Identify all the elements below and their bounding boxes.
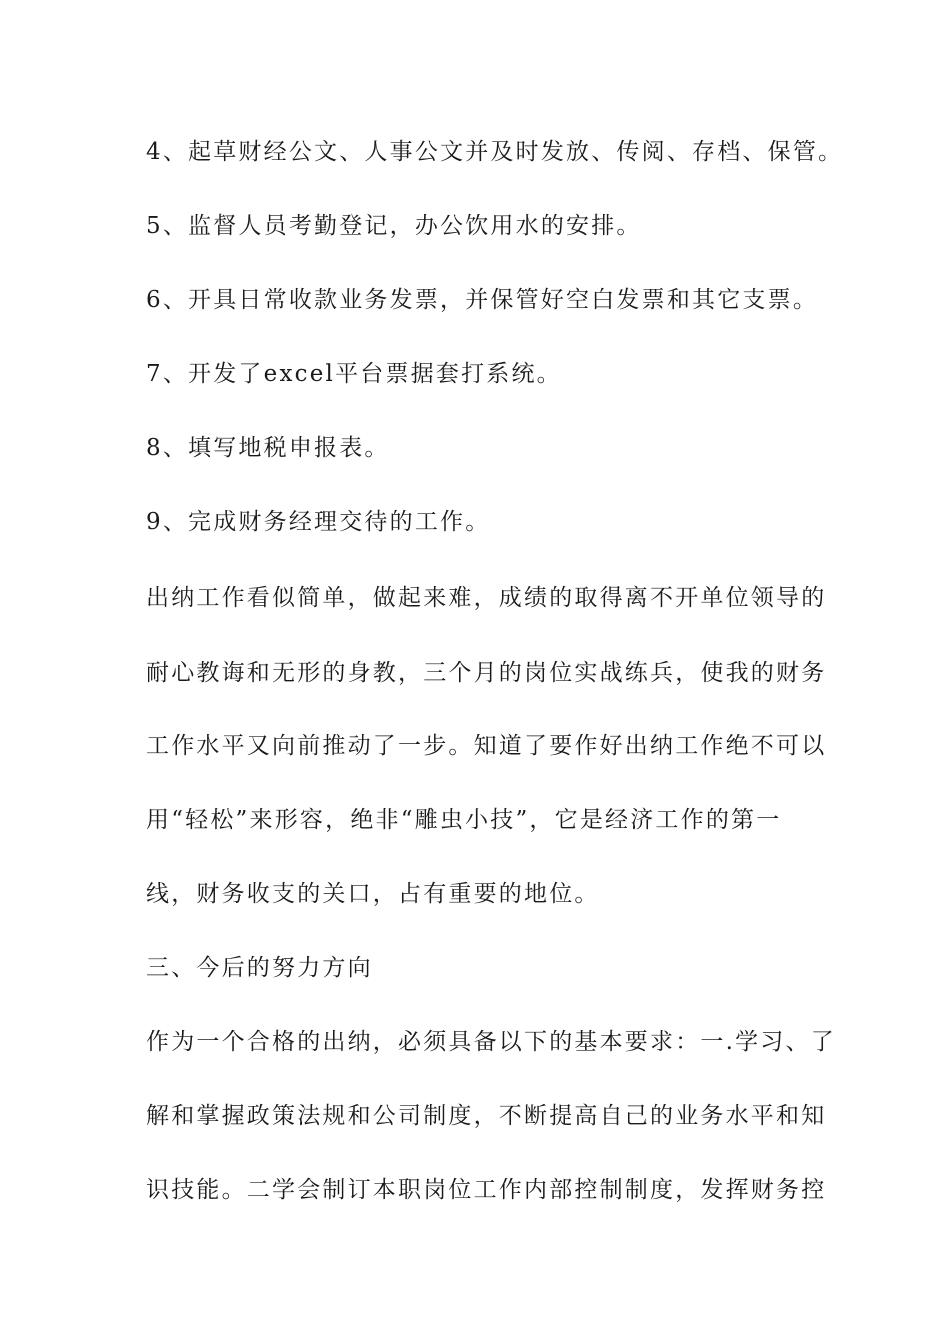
list-item-5: 5、监督人员考勤登记，办公饮用水的安排。 [146, 213, 642, 239]
paragraph-line: 作为一个合格的出纳，必须具备以下的基本要求：一.学习、了 [146, 1029, 836, 1055]
list-item-4: 4、起草财经公文、人事公文并及时发放、传阅、存档、保管。 [146, 139, 844, 165]
paragraph-line: 工作水平又向前推动了一步。知道了要作好出纳工作绝不可以 [146, 733, 827, 759]
paragraph-line: 出纳工作看似简单，做起来难，成绩的取得离不开单位领导的 [146, 585, 827, 611]
list-item-6: 6、开具日常收款业务发票，并保管好空白发票和其它支票。 [146, 287, 819, 313]
list-item-8: 8、填写地税申报表。 [146, 435, 390, 461]
paragraph-line: 用“轻松”来形容，绝非“雕虫小技”，它是经济工作的第一 [146, 807, 782, 833]
list-item-9: 9、完成财务经理交待的工作。 [146, 509, 491, 535]
paragraph-line: 耐心教诲和无形的身教，三个月的岗位实战练兵，使我的财务 [146, 660, 827, 686]
section-heading: 三、今后的努力方向 [146, 955, 373, 981]
list-item-7: 7、开发了excel平台票据套打系统。 [146, 361, 562, 387]
paragraph-line: 解和掌握政策法规和公司制度，不断提高自己的业务水平和知 [146, 1103, 827, 1129]
paragraph-line: 线，财务收支的关口，占有重要的地位。 [146, 881, 600, 907]
paragraph-line: 识技能。二学会制订本职岗位工作内部控制制度，发挥财务控 [146, 1177, 827, 1203]
